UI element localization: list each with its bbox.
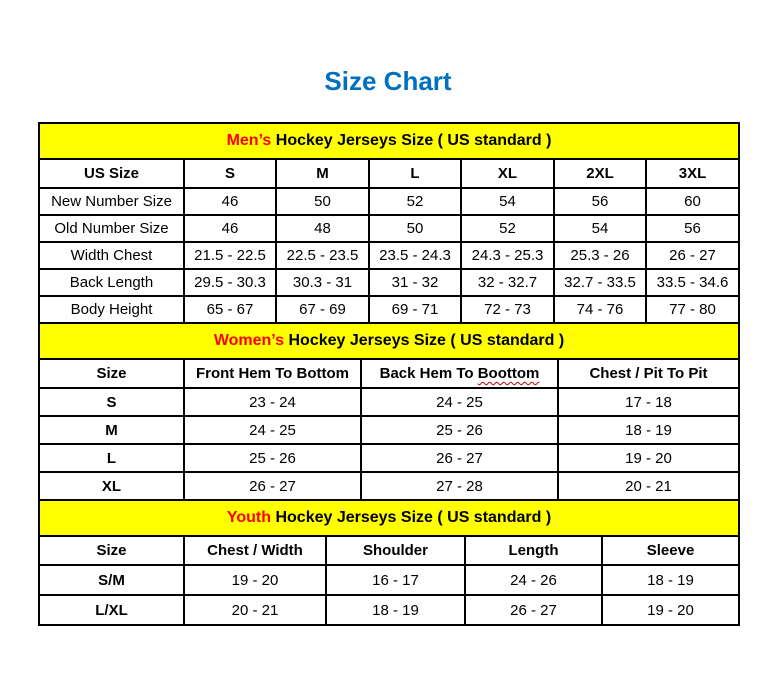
header-cell: Size [39, 359, 184, 388]
value-cell: 24 - 25 [361, 388, 558, 416]
value-cell: 25 - 26 [184, 444, 361, 472]
row-label-cell: New Number Size [39, 188, 184, 215]
table-row [39, 269, 739, 296]
value-cell: 54 [554, 215, 646, 242]
youth-section-band [39, 500, 739, 536]
value-cell: 20 - 21 [184, 595, 326, 625]
mens-section-title [39, 123, 739, 159]
table-row [39, 565, 739, 595]
value-cell: 56 [554, 188, 646, 215]
mens-section-band [39, 123, 739, 159]
womens-header-row [39, 359, 739, 388]
value-cell: 23 - 24 [184, 388, 361, 416]
row-label-cell: L/XL [39, 595, 184, 625]
size-chart-tables [38, 122, 738, 626]
table-row [39, 444, 739, 472]
value-cell: 77 - 80 [646, 296, 739, 323]
table-row [39, 296, 739, 323]
value-cell: 19 - 20 [184, 565, 326, 595]
value-cell: 16 - 17 [326, 565, 465, 595]
row-label-cell: S [39, 388, 184, 416]
value-cell: 21.5 - 22.5 [184, 242, 276, 269]
value-cell: 26 - 27 [184, 472, 361, 500]
value-cell: 24.3 - 25.3 [461, 242, 554, 269]
value-cell: 32.7 - 33.5 [554, 269, 646, 296]
table-row [39, 242, 739, 269]
womens-title-rest: Hockey Jerseys Size ( US standard ) [288, 332, 565, 349]
value-cell: 50 [369, 215, 461, 242]
header-cell: Chest / Width [184, 536, 326, 565]
header-cell: Length [465, 536, 602, 565]
header-text: Back Hem To [379, 365, 474, 382]
womens-section-title [39, 323, 739, 359]
row-label-cell: L [39, 444, 184, 472]
value-cell: 67 - 69 [276, 296, 369, 323]
value-cell: 26 - 27 [646, 242, 739, 269]
value-cell: 32 - 32.7 [461, 269, 554, 296]
row-label-cell: M [39, 416, 184, 444]
mens-title-rest: Hockey Jerseys Size ( US standard ) [275, 132, 552, 149]
row-label-cell: S/M [39, 565, 184, 595]
value-cell: 30.3 - 31 [276, 269, 369, 296]
header-cell: 2XL [554, 159, 646, 188]
value-cell: 18 - 19 [602, 565, 739, 595]
table-row [39, 472, 739, 500]
value-cell: 31 - 32 [369, 269, 461, 296]
header-cell: Sleeve [602, 536, 739, 565]
value-cell: 25.3 - 26 [554, 242, 646, 269]
row-label-cell: Old Number Size [39, 215, 184, 242]
header-cell [361, 359, 558, 388]
header-cell: S [184, 159, 276, 188]
value-cell: 46 [184, 188, 276, 215]
value-cell: 20 - 21 [558, 472, 739, 500]
value-cell: 48 [276, 215, 369, 242]
womens-size-table [38, 322, 740, 501]
header-cell: 3XL [646, 159, 739, 188]
table-row [39, 595, 739, 625]
youth-header-row [39, 536, 739, 565]
value-cell: 19 - 20 [558, 444, 739, 472]
value-cell: 26 - 27 [361, 444, 558, 472]
row-label-cell: XL [39, 472, 184, 500]
mens-title-accent: Men’s [226, 132, 272, 149]
header-cell: Front Hem To Bottom [184, 359, 361, 388]
value-cell: 60 [646, 188, 739, 215]
table-row [39, 215, 739, 242]
row-label-cell: Back Length [39, 269, 184, 296]
value-cell: 27 - 28 [361, 472, 558, 500]
value-cell: 50 [276, 188, 369, 215]
mens-size-table [38, 122, 740, 324]
row-label-cell: Body Height [39, 296, 184, 323]
row-label-cell: Width Chest [39, 242, 184, 269]
youth-size-table [38, 499, 740, 626]
value-cell: 17 - 18 [558, 388, 739, 416]
youth-title-accent: Youth [226, 509, 272, 526]
misspelled-word: Boottom [477, 365, 540, 382]
value-cell: 19 - 20 [602, 595, 739, 625]
table-row [39, 388, 739, 416]
womens-section-band [39, 323, 739, 359]
value-cell: 22.5 - 23.5 [276, 242, 369, 269]
header-cell: US Size [39, 159, 184, 188]
table-row [39, 188, 739, 215]
youth-section-title [39, 500, 739, 536]
value-cell: 65 - 67 [184, 296, 276, 323]
value-cell: 52 [461, 215, 554, 242]
value-cell: 33.5 - 34.6 [646, 269, 739, 296]
header-cell: XL [461, 159, 554, 188]
value-cell: 54 [461, 188, 554, 215]
value-cell: 46 [184, 215, 276, 242]
value-cell: 56 [646, 215, 739, 242]
header-cell: M [276, 159, 369, 188]
value-cell: 26 - 27 [465, 595, 602, 625]
youth-title-rest: Hockey Jerseys Size ( US standard ) [275, 509, 552, 526]
mens-header-row [39, 159, 739, 188]
value-cell: 74 - 76 [554, 296, 646, 323]
value-cell: 24 - 26 [465, 565, 602, 595]
header-cell: L [369, 159, 461, 188]
value-cell: 18 - 19 [326, 595, 465, 625]
header-cell: Chest / Pit To Pit [558, 359, 739, 388]
womens-title-accent: Women’s [213, 332, 285, 349]
value-cell: 24 - 25 [184, 416, 361, 444]
header-cell: Shoulder [326, 536, 465, 565]
value-cell: 25 - 26 [361, 416, 558, 444]
page-title: Size Chart [324, 66, 452, 96]
value-cell: 18 - 19 [558, 416, 739, 444]
header-cell: Size [39, 536, 184, 565]
value-cell: 69 - 71 [369, 296, 461, 323]
value-cell: 23.5 - 24.3 [369, 242, 461, 269]
value-cell: 29.5 - 30.3 [184, 269, 276, 296]
value-cell: 52 [369, 188, 461, 215]
table-row [39, 416, 739, 444]
value-cell: 72 - 73 [461, 296, 554, 323]
